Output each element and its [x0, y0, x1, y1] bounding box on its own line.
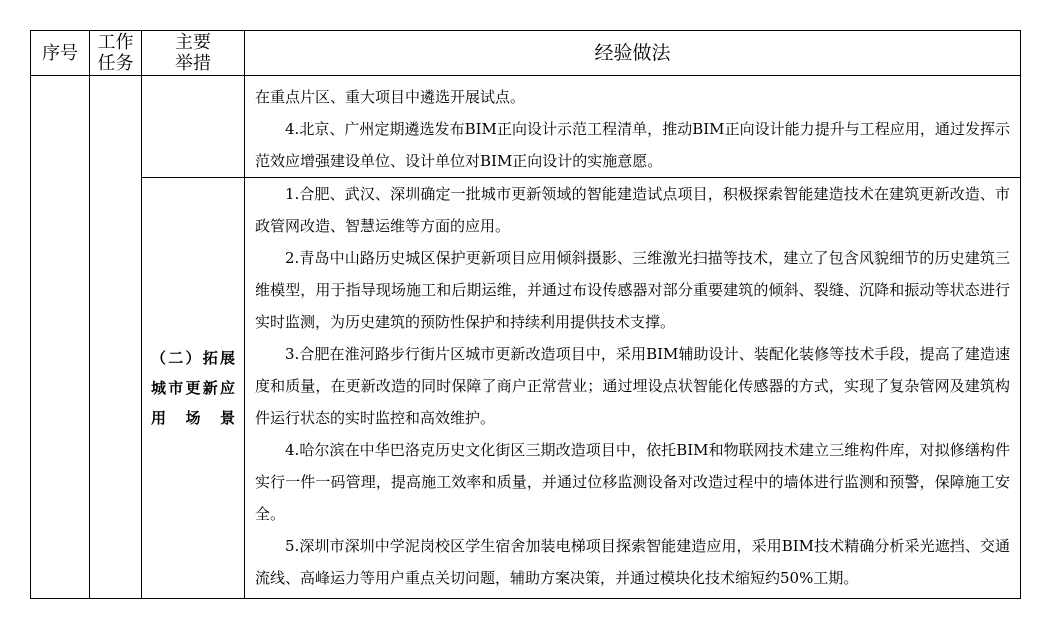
paragraph: 5.深圳市深圳中学泥岗校区学生宿舍加装电梯项目探索智能建造应用，采用BIM技术精确分析采光遮挡、交通流线、高峰运力等用户重点关切问题，辅助方案决策，并通过模块化技术缩短约50%工期。	[255, 537, 1010, 587]
header-task-text: 工作任务	[97, 32, 134, 74]
experience-table	[30, 30, 1021, 599]
table-header-row	[31, 31, 1021, 76]
header-experience: 经验做法	[245, 31, 1021, 76]
paragraph: 4.哈尔滨在中华巴洛克历史文化街区三期改造项目中，依托BIM和物联网技术建立三维构件库，对拟修缮构件实行一件一码管理，提高施工效率和质量，并通过位移监测设备对改造过程中的墙体进行监测和预警，保障施工安全。	[255, 441, 1010, 523]
measure-text: （二）拓展城市更新应用场景	[151, 349, 235, 427]
table-row	[31, 76, 1021, 178]
measure-cell-empty	[142, 76, 245, 178]
paragraph: 1.合肥、武汉、深圳确定一批城市更新领域的智能建造试点项目，积极探索智能建造技术在建筑更新改造、市政管网改造、智慧运维等方面的应用。	[255, 185, 1010, 235]
paragraph: 4.北京、广州定期遴选发布BIM正向设计示范工程清单，推动BIM正向设计能力提升与工程应用，通过发挥示范效应增强建设单位、设计单位对BIM正向设计的实施意愿。	[255, 120, 1010, 170]
experience-cell	[245, 178, 1021, 599]
task-cell	[90, 76, 142, 599]
paragraph: 2.青岛中山路历史城区保护更新项目应用倾斜摄影、三维激光扫描等技术，建立了包含风貌细节的历史建筑三维模型，用于指导现场施工和后期运维，并通过布设传感器对部分重要建筑的倾斜、裂缝、沉降和振动等状态进行实时监测，为历史建筑的预防性保护和持续利用提供技术支撑。	[255, 249, 1010, 331]
paragraph: 3.合肥在淮河路步行街片区城市更新改造项目中，采用BIM辅助设计、装配化装修等技术手段，提高了建造速度和质量，在更新改造的同时保障了商户正常营业；通过埋设点状智能化传感器的方式，实现了复杂管网及建筑构件运行状态的实时监控和高效维护。	[255, 345, 1010, 427]
header-measure-text: 主要举措	[175, 32, 211, 74]
header-seq: 序号	[31, 31, 90, 76]
experience-cell	[245, 76, 1021, 178]
measure-cell	[142, 178, 245, 599]
paragraph: 在重点片区、重大项目中遴选开展试点。	[255, 88, 526, 106]
table-row	[31, 178, 1021, 599]
header-task	[90, 31, 142, 76]
header-measure	[142, 31, 245, 76]
seq-cell	[31, 76, 90, 599]
